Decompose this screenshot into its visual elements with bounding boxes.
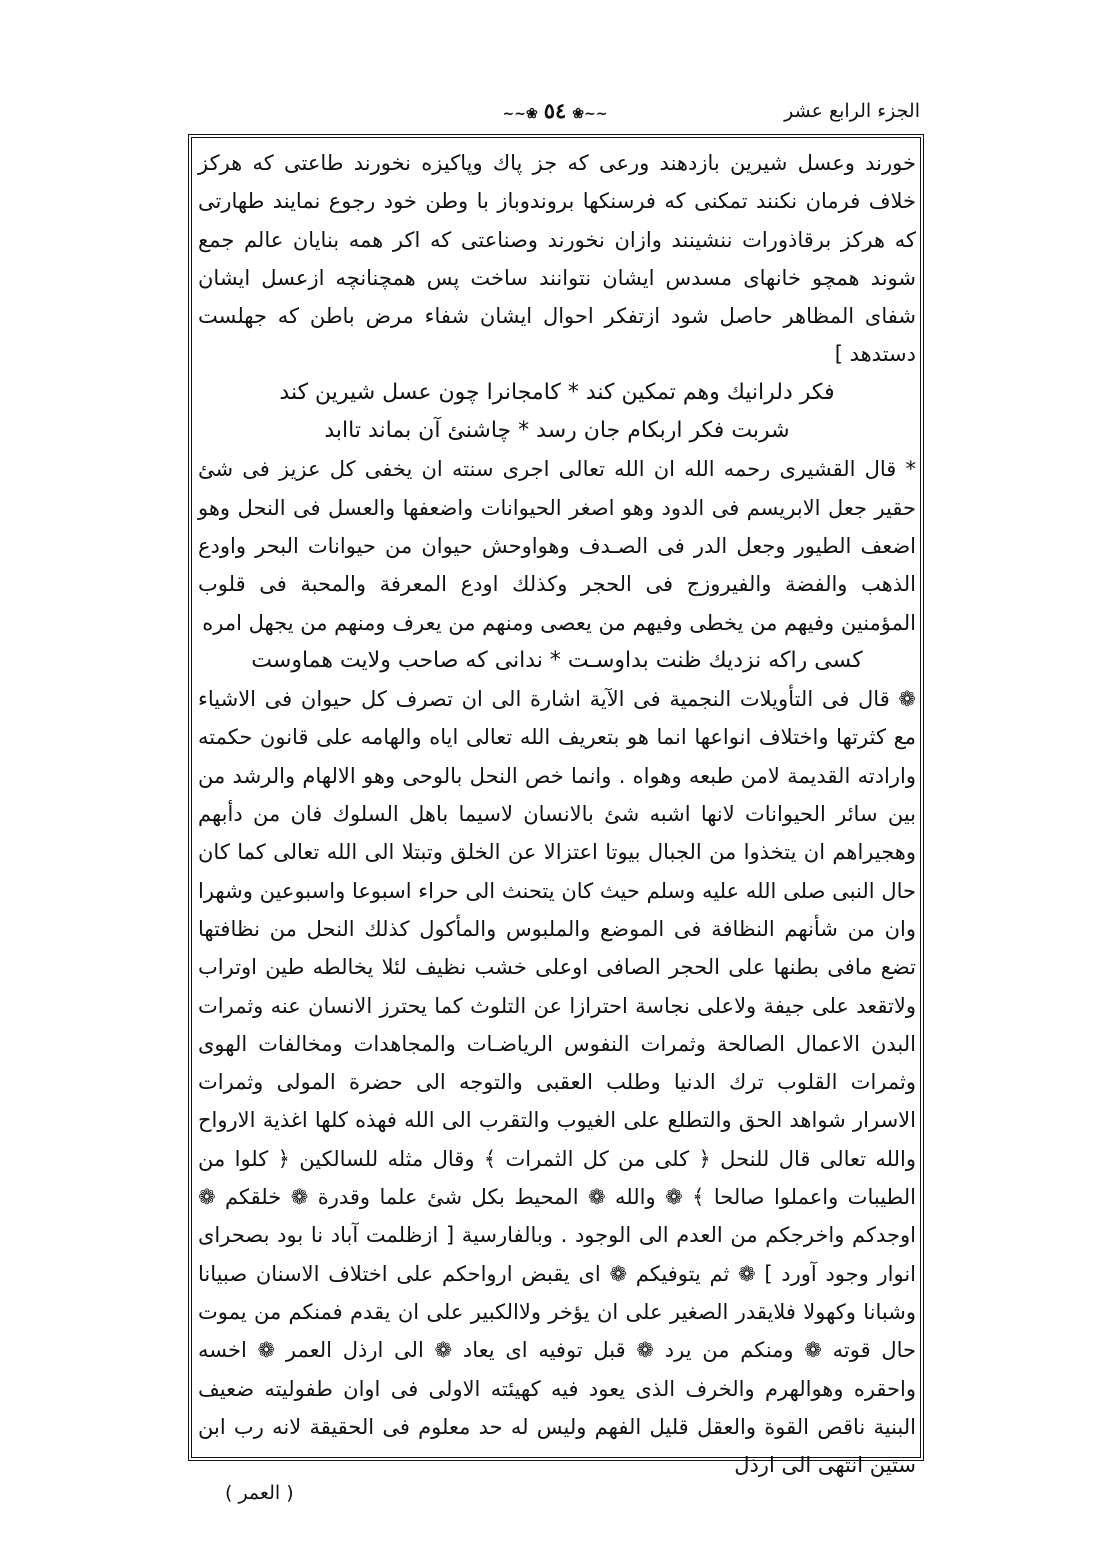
page-header [190,96,920,130]
ornament-left-icon: ~~❀ [502,106,538,122]
verse-1-line-2: شربت فكر اربكام جان رسد * چاشنئ آن بماند تاابد [324,418,790,444]
section-title: الجزء الرابع عشر [784,100,920,122]
verse-2: كسى راكه نزديك ظنت بداوسـت * ندانى كه صاحب ولايت هماوست [251,647,863,673]
ornament-right-icon: ❀~~ [572,106,608,122]
paragraph-3: ❁ قال فى التأويلات النجمية فى الآية اشارة الى ان تصرف كل حيوان فى الاشياء مع كثرتها واختلاف انواعها انما هو بتعريف الله تعالى اياه والهامه على قانون حكمته وارادته القديمة لامن طبعه وهواه . وانما خص النحل بالوحى وهو الالهام والرشد من بين سائر الحيوانات لانها اشبه شئ بالانسان لاسيما باهل السلوك فان من دأبهم وهجيراهم ان يتخذوا من الجبال بيوتا اعتزالا عن الخلق وتبتلا الى الله تعالى كما كان حال النبى صلى الله عليه وسلم حيث كان يتحنث الى حراء اسبوعا واسبوعين وشهرا وان من شأنهم النظافة فى الموضع والملبوس والمأكول كذلك النحل من نظافتها تضع مافى بطنها على الحجر الصافى اوعلى خشب نظيف لئلا يخالطه طين اوتراب ولاتقعد على جيفة ولاعلى نجاسة احترازا عن التلوث كما يحترز الانسان عنه وثمرات البدن الاعمال الصالحة وثمرات النفوس الرياضـات والمجاهدات ومخالفات الهوى وثمرات القلوب ترك الدنيا وطلب العقبى والتوجه الى حضرة المولى وثمرات الاسرار شواهد الحق والتطلع على الغيوب والتقرب الى الله فهذه كلها اغذية الارواح والله تعالى قال للنحل ﴿ كلى من كل الثمرات ﴾ وقال مثله للسالكين ﴿ كلوا من الطيبات واعملوا صالحا ﴾ ❁ والله ❁ المحيط بكل شئ علما وقدرة ❁ خلقكم ❁ اوجدكم واخرجكم من العدم الى الوجود . وبالفارسية [ ازظلمت آباد نا بود بصحراى انوار وجود آورد ] ❁ ثم يتوفيكم ❁ اى يقبض ارواحكم على اختلاف الاسنان صبيانا وشبانا وكهولا فلايقدر الصغير على ان يؤخر ولاالكبير على ان يقدم فمنكم من يموت حال قوته ❁ ومنكم من يرد ❁ قبل توفيه اى يعاد ❁ الى ارذل العمر ❁ اخسه واحقره وهوالهرم والخرف الذى يعود فيه كهيئته الاولى فى اوان طفوليته ضعيف البنية ناقص القوة والعقل قليل الفهم وليس له حد معلوم فى الحقيقة لانه رب ابن ستين انتهى الى ارذل [198,687,916,1478]
page-number [497,98,614,123]
page-number-value: ٥٤ [543,98,567,123]
catchword: ( العمر ) [225,1482,294,1504]
paragraph-1: خورند وعسل شيرين بازدهند ورعى كه جز پاك وپاكيزه نخورند طاعتى كه هركز خلاف فرمان نكنند تمكنى كه فرسنكها بروندوباز با وطن خود رجوع نمايند طهارتى كه هركز برقاذورات ننشينند وازان نخورند وصناعتى كه اكر همه بنايان عالم جمع شوند همچو خانهاى مسدس ايشان نتوانند ساخت پس همچنانچه ازعسل ايشان شفاى المظاهر حاصل شود ازتفكر احوال ايشان شفاء مرض باطن كه جهلست دستدهد ] [198,151,916,367]
main-text [198,144,916,1484]
verse-1-line-1: فكر دلرانيك وهم تمكين كند * كامجانرا چون عسل شيرين كند [279,379,835,405]
paragraph-2: * قال القشيرى رحمه الله ان الله تعالى اجرى سنته ان يخفى كل عزيز فى شئ حقير جعل الابريسم فى الدود وهو اصغر الحيوانات واضعفها والعسل فى النحل وهو اضعف الطيور وجعل الدر فى الصـدف وهواوحش حيوان من حيوانات البحر واودع الذهب والفضة والفيروزج فى الحجر وكذلك اودع المعرفة والمحبة فى قلوب المؤمنين وفيهم من يخطى وفيهم من يعصى ومنهم من يعرف ومنهم من يجهل امره [198,457,916,635]
